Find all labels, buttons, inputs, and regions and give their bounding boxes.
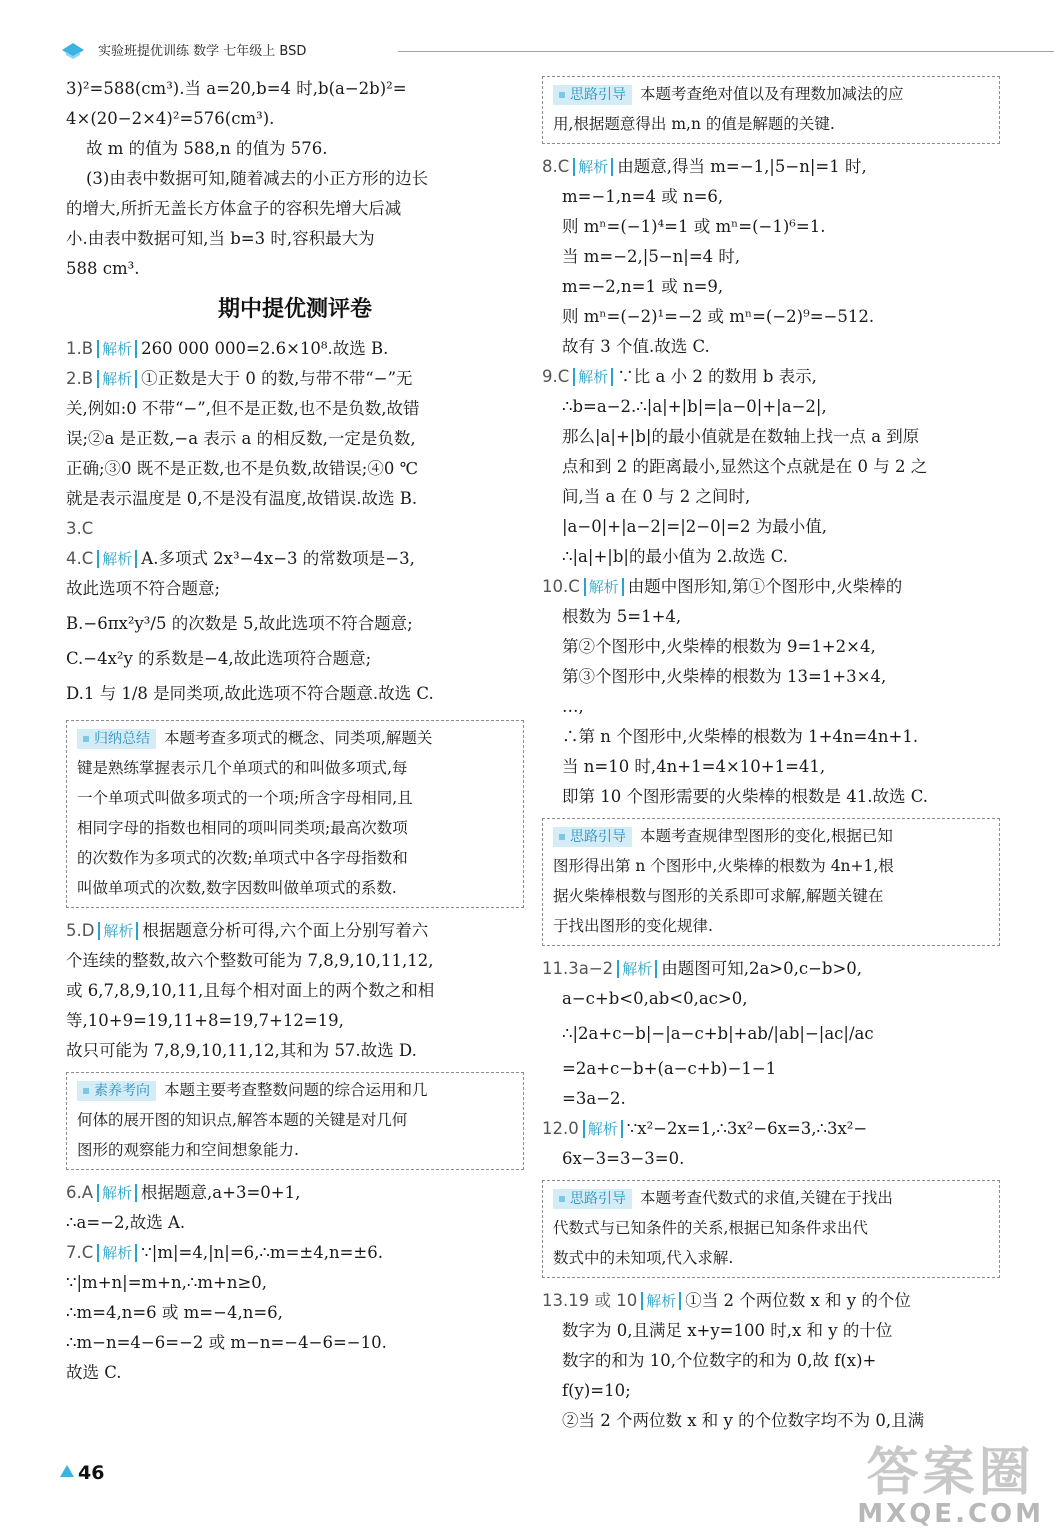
answer-text: 由题意,得当 m=−1,|5−n|=1 时, xyxy=(617,157,867,176)
bullet-icon xyxy=(83,736,89,742)
bullet-icon xyxy=(559,1196,565,1202)
analysis-tag: 解析 xyxy=(97,340,137,358)
question-number: 5.D xyxy=(66,921,95,940)
question-number: 2.B xyxy=(66,369,94,388)
text-line: 等,10+9=19,11+8=19,7+12=19, xyxy=(66,1011,344,1030)
hint-box xyxy=(542,1180,1000,1278)
question-8 xyxy=(542,152,1000,362)
text-line: ∴|2a+c−b|−|a−c+b|+ab/|ab|−|ac|/ac xyxy=(562,1024,874,1043)
analysis-tag: 解析 xyxy=(641,1292,681,1310)
box-text: 本题考查绝对值以及有理数加减法的应 xyxy=(640,85,904,103)
hint-box xyxy=(542,76,1000,144)
question-11 xyxy=(542,954,1000,1114)
box-text: 相同字母的指数也相同的项叫同类项;最高次数项 xyxy=(77,819,408,837)
text-line: 数字的和为 10,个位数字的和为 0,故 f(x)+ xyxy=(562,1351,877,1370)
text-line: 当 m=−2,|5−n|=4 时, xyxy=(562,247,741,266)
page-number: 46 xyxy=(60,1462,104,1484)
box-label: 思路引导 xyxy=(553,85,632,105)
text-line: =2a+c−b+(a−c+b)−1−1 xyxy=(562,1059,777,1078)
box-text: 数式中的未知项,代入求解. xyxy=(553,1249,734,1267)
literacy-box xyxy=(66,1072,524,1170)
book-logo-icon xyxy=(60,40,86,60)
left-column xyxy=(66,74,524,1388)
text-line: f(y)=10; xyxy=(562,1381,631,1400)
answer-text: ①当 2 个两位数 x 和 y 的个位 xyxy=(685,1291,911,1310)
text-line: ∴b=a−2.∴|a|+|b|=|a−0|+|a−2|, xyxy=(562,397,827,416)
hint-box xyxy=(542,818,1000,946)
text-line: a−c+b<0,ab<0,ac>0, xyxy=(562,989,748,1008)
box-text: 的次数作为多项式的次数;单项式中各字母指数和 xyxy=(77,849,408,867)
text-line: D.1 与 1/8 是同类项,故此选项不符合题意.故选 C. xyxy=(66,684,434,703)
text-line: m=−1,n=4 或 n=6, xyxy=(562,187,724,206)
summary-box xyxy=(66,720,524,908)
text-line: 根数为 5=1+4, xyxy=(562,607,682,626)
text-line: ②当 2 个两位数 x 和 y 的个位数字均不为 0,且满 xyxy=(562,1411,925,1430)
question-number: 3.C xyxy=(66,519,94,538)
bullet-icon xyxy=(559,92,565,98)
text-line: 误;②a 是正数,−a 表示 a 的相反数,一定是负数, xyxy=(66,429,416,448)
watermark-url: MXQE.COM xyxy=(857,1499,1044,1529)
text-line: 故选 C. xyxy=(66,1363,122,1382)
analysis-tag: 解析 xyxy=(617,960,657,978)
question-5 xyxy=(66,916,524,1066)
text-line: |a−0|+|a−2|=|2−0|=2 为最小值, xyxy=(562,517,827,536)
text-line: 就是表示温度是 0,不是没有温度,故错误.故选 B. xyxy=(66,489,418,508)
box-text: 本题考查多项式的概念、同类项,解题关 xyxy=(164,729,433,747)
box-text: 一个单项式叫做多项式的一个项;所含字母相同,且 xyxy=(77,789,413,807)
answer-text: ∵比 a 小 2 的数用 b 表示, xyxy=(617,367,817,386)
text-line: 则 mⁿ=(−1)⁴=1 或 mⁿ=(−1)⁶=1. xyxy=(562,217,826,236)
analysis-tag: 解析 xyxy=(97,550,137,568)
text-line: 个连续的整数,故六个整数可能为 7,8,9,10,11,12, xyxy=(66,951,434,970)
bullet-icon xyxy=(559,834,565,840)
text-line: 故 m 的值为 588,n 的值为 576. xyxy=(86,139,328,158)
analysis-tag: 解析 xyxy=(584,578,624,596)
answer-text: A.多项式 2x³−4x−3 的常数项是−3, xyxy=(141,549,415,568)
text-line: ∴m=4,n=6 或 m=−4,n=6, xyxy=(66,1303,283,1322)
box-label: 归纳总结 xyxy=(77,729,156,749)
text-line: 故只可能为 7,8,9,10,11,12,其和为 57.故选 D. xyxy=(66,1041,417,1060)
analysis-tag: 解析 xyxy=(97,370,137,388)
box-text: 代数式与已知条件的关系,根据已知条件求出代 xyxy=(553,1219,868,1237)
question-number: 12.0 xyxy=(542,1119,579,1138)
text-line: 数字为 0,且满足 x+y=100 时,x 和 y 的十位 xyxy=(562,1321,893,1340)
question-9 xyxy=(542,362,1000,572)
analysis-tag: 解析 xyxy=(98,922,138,940)
answer-text: 根据题意,a+3=0+1, xyxy=(141,1183,301,1202)
text-line: 点和到 2 的距离最小,显然这个点就是在 0 与 2 之 xyxy=(562,457,928,476)
question-4 xyxy=(66,544,524,714)
text-line: 即第 10 个图形需要的火柴棒的根数是 41.故选 C. xyxy=(562,787,928,806)
text-line: ∴|a|+|b|的最小值为 2.故选 C. xyxy=(562,547,788,566)
analysis-tag: 解析 xyxy=(97,1184,137,1202)
box-text: 本题考查代数式的求值,关键在于找出 xyxy=(640,1189,893,1207)
header-rule xyxy=(398,51,1054,52)
question-3 xyxy=(66,514,524,544)
answer-text: 根据题意分析可得,六个面上分别写着六 xyxy=(142,921,429,940)
analysis-tag: 解析 xyxy=(573,368,613,386)
text-line: 6x−3=3−3=0. xyxy=(562,1149,685,1168)
text-line: 的增大,所折无盖长方体盒子的容积先增大后减 xyxy=(66,199,402,218)
analysis-tag: 解析 xyxy=(573,158,613,176)
question-7 xyxy=(66,1238,524,1388)
box-text: 键是熟练掌握表示几个单项式的和叫做多项式,每 xyxy=(77,759,408,777)
watermark-logo: 答案圈 xyxy=(866,1443,1035,1503)
box-label: 思路引导 xyxy=(553,1189,632,1209)
question-number: 8.C xyxy=(542,157,570,176)
answer-text: 由题图可知,2a>0,c−b>0, xyxy=(661,959,863,978)
question-1 xyxy=(66,334,524,364)
bullet-icon xyxy=(83,1088,89,1094)
question-number: 7.C xyxy=(66,1243,94,1262)
box-text: 图形得出第 n 个图形中,火柴棒的根数为 4n+1,根 xyxy=(553,857,894,875)
answer-text: 由题中图形知,第①个图形中,火柴棒的 xyxy=(627,577,903,596)
text-line: 正确;③0 既不是正数,也不是负数,故错误;④0 ℃ xyxy=(66,459,419,478)
question-number: 11.3a−2 xyxy=(542,959,614,978)
text-line: =3a−2. xyxy=(562,1089,626,1108)
box-text: 图形的观察能力和空间想象能力. xyxy=(77,1141,299,1159)
text-line: 第②个图形中,火柴棒的根数为 9=1+2×4, xyxy=(562,637,876,656)
box-label: 思路引导 xyxy=(553,827,632,847)
question-10 xyxy=(542,572,1000,812)
text-line: 588 cm³. xyxy=(66,259,140,278)
page-marker-icon xyxy=(60,1465,74,1477)
question-number: 1.B xyxy=(66,339,94,358)
text-line: 故有 3 个值.故选 C. xyxy=(562,337,710,356)
answer-text: ∵|m|=4,|n|=6,∴m=±4,n=±6. xyxy=(141,1243,383,1262)
header-title: 实验班提优训练 数学 七年级上 BSD xyxy=(98,44,307,59)
box-label: 素养考向 xyxy=(77,1081,156,1101)
text-line: 3)²=588(cm³).当 a=20,b=4 时,b(a−2b)²= xyxy=(66,79,407,98)
text-line: 则 mⁿ=(−2)¹=−2 或 mⁿ=(−2)⁹=−512. xyxy=(562,307,875,326)
text-line: 或 6,7,8,9,10,11,且每个相对面上的两个数之和相 xyxy=(66,981,435,1000)
question-2 xyxy=(66,364,524,514)
box-text: 叫做单项式的次数,数字因数叫做单项式的系数. xyxy=(77,879,397,897)
box-text: 用,根据题意得出 m,n 的值是解题的关键. xyxy=(553,115,835,133)
question-number: 6.A xyxy=(66,1183,94,1202)
box-text: 何体的展开图的知识点,解答本题的关键是对几何 xyxy=(77,1111,408,1129)
text-line: 小.由表中数据可知,当 b=3 时,容积最大为 xyxy=(66,229,375,248)
answer-text: ①正数是大于 0 的数,与带不带“−”无 xyxy=(141,369,413,388)
text-line: (3)由表中数据可知,随着减去的小正方形的边长 xyxy=(86,169,429,188)
text-line: 关,例如:0 不带“−”,但不是正数,也不是负数,故错 xyxy=(66,399,420,418)
box-text: 本题考查规律型图形的变化,根据已知 xyxy=(640,827,893,845)
right-column xyxy=(542,74,1000,1436)
question-number: 10.C xyxy=(542,577,580,596)
watermark xyxy=(857,1443,1044,1529)
question-number: 9.C xyxy=(542,367,570,386)
text-line: ∴m−n=4−6=−2 或 m−n=−4−6=−10. xyxy=(66,1333,387,1352)
question-number: 4.C xyxy=(66,549,94,568)
text-line: 4×(20−2×4)²=576(cm³). xyxy=(66,109,275,128)
text-line: ∵|m+n|=m+n,∴m+n≥0, xyxy=(66,1273,268,1292)
page-header xyxy=(60,38,1000,62)
answer-text: ∵x²−2x=1,∴3x²−6x=3,∴3x²− xyxy=(626,1119,868,1138)
answer-text: 260 000 000=2.6×10⁸.故选 B. xyxy=(141,339,389,358)
text-line: 故此选项不符合题意; xyxy=(66,579,221,598)
text-line: …, xyxy=(562,697,584,716)
text-line: 那么|a|+|b|的最小值就是在数轴上找一点 a 到原 xyxy=(562,427,920,446)
question-number: 13.19 或 10 xyxy=(542,1291,638,1310)
box-text: 于找出图形的变化规律. xyxy=(553,917,713,935)
text-line: B.−6πx²y³/5 的次数是 5,故此选项不符合题意; xyxy=(66,614,413,633)
text-line: 间,当 a 在 0 与 2 之间时, xyxy=(562,487,751,506)
text-line: m=−2,n=1 或 n=9, xyxy=(562,277,724,296)
text-line: 第③个图形中,火柴棒的根数为 13=1+3×4, xyxy=(562,667,887,686)
text-line: ∴第 n 个图形中,火柴棒的根数为 1+4n=4n+1. xyxy=(562,727,919,746)
question-6 xyxy=(66,1178,524,1238)
box-text: 本题主要考查整数问题的综合运用和几 xyxy=(164,1081,428,1099)
question-13 xyxy=(542,1286,1000,1436)
text-line: ∴a=−2,故选 A. xyxy=(66,1213,186,1232)
question-12 xyxy=(542,1114,1000,1174)
section-title: 期中提优测评卷 xyxy=(217,297,372,322)
analysis-tag: 解析 xyxy=(583,1120,623,1138)
analysis-tag: 解析 xyxy=(97,1244,137,1262)
box-text: 据火柴棒根数与图形的关系即可求解,解题关键在 xyxy=(553,887,884,905)
text-line: C.−4x²y 的系数是−4,故此选项符合题意; xyxy=(66,649,372,668)
text-line: 当 n=10 时,4n+1=4×10+1=41, xyxy=(562,757,826,776)
